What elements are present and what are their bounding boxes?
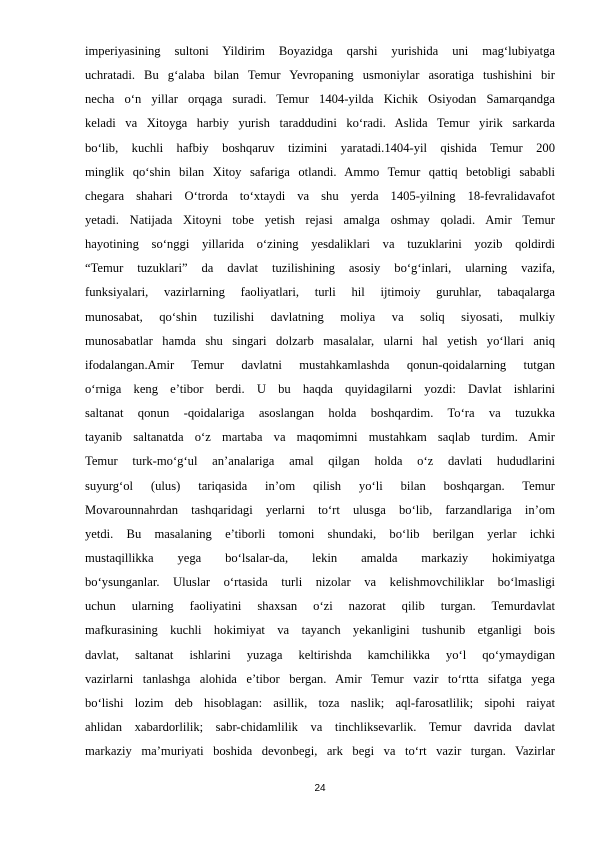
text-line: hayotining soʻnggi yillarida oʻzining yesdaliklari va tuzuklarini yozib qoldirdi [85,237,555,252]
text-line: oʻrniga keng e’tibor berdi. U bu haqda quyidagilarni yozdi: Davlat ishlarini [85,381,555,396]
text-line: davlat, saltanat ishlarini yuzaga keltirishda kamchilikka yoʻl qoʻymaydigan [85,647,555,662]
text-line: imperiyasining sultoni Yildirim Boyazidga qarshi yurishida uni magʻlubiyatga [85,44,555,58]
text-line: boʻlishi lozim deb hisoblagan: asillik, toza naslik; aql-farosatlilik; sipohi raiyat [85,695,555,710]
text-line: Temur turk-moʻgʻul an’analariga amal qilgan holda oʻz davlati hududlarini [85,454,555,469]
text-line: ifodalangan.Amir Temur davlatni mustahkamlashda qonun-qoidalarning tutgan [85,357,555,372]
text-line: suyurgʻol (ulus) tariqasida in’om qilish yoʻli bilan boshqargan. Temur [85,478,555,493]
text-line: uchratadi. Bu gʻalaba bilan Temur Yevropaning usmoniylar asoratiga tushishini bir [85,68,555,83]
text-line: munosabatlar hamda shu singari dolzarb masalalar, ularni hal yetish yoʻllari aniq [85,333,555,348]
page-number: 24 [314,783,326,794]
text-line: ahlidan xabardorlilik; sabr-chidamlilik va tinchliksevarlik. Temur davrida davlat [85,719,555,734]
text-line: munosabat, qoʻshin tuzilishi davlatning moliya va soliq siyosati, mulkiy [85,309,555,324]
text-line: mafkurasining kuchli hokimiyat va tayanch yekanligini tushunib etganligi bois [85,623,555,638]
text-line: “Temur tuzuklari” da davlat tuzilishining asosiy boʻgʻinlari, ularning vazifa, [85,261,555,276]
text-line: funksiyalari, vazirlarning faoliyatlari, turli hil ijtimoiy guruhlar, tabaqalarga [85,285,555,300]
body-text [85,39,555,763]
text-line: yetdi. Bu masalaning e’tiborli tomoni shundaki, boʻlib berilgan yerlar ichki [85,526,555,541]
text-line: mustaqillikka yega boʻlsalar-da, lekin amalda markaziy hokimiyatga [85,550,555,565]
text-line: chegara shahari Oʻtrorda toʻxtaydi va shu yerda 1405-yilning 18-fevralidavafot [85,188,555,203]
text-line: Movarounnahrdan tashqaridagi yerlarni toʻrt ulusga boʻlib, farzandlariga in’om [85,502,555,517]
text-line: markaziy ma’muriyati boshida devonbegi, ark begi va toʻrt vazir turgan. Vazirlar [85,744,555,759]
text-line: keladi va Xitoyga harbiy yurish taraddudini koʻradi. Aslida Temur yirik sarkarda [85,116,555,131]
text-line: saltanat qonun -qoidalariga asoslangan holda boshqardim. Toʻra va tuzukka [85,406,555,421]
text-line: yetadi. Natijada Xitoyni tobe yetish rejasi amalga oshmay qoladi. Amir Temur [85,212,555,227]
text-line: necha oʻn yillar orqaga suradi. Temur 1404-yilda Kichik Osiyodan Samarqandga [85,92,555,107]
text-line: boʻlib, kuchli hafbiy boshqaruv tizimini yaratadi.1404-yil qishida Temur 200 [85,140,555,155]
text-line: minglik qoʻshin bilan Xitoy safariga otlandi. Ammo Temur qattiq betobligi sababli [85,164,555,179]
text-line: tayanib saltanatda oʻz martaba va maqomimni mustahkam saqlab turdim. Amir [85,430,555,445]
text-line: uchun ularning faoliyatini shaxsan oʻzi nazorat qilib turgan. Temurdavlat [85,599,555,614]
text-line: vazirlarni tanlashga alohida e’tibor bergan. Amir Temur vazir toʻrtta sifatga yega [85,671,555,686]
text-line: boʻysunganlar. Uluslar oʻrtasida turli nizolar va kelishmovchiliklar boʻlmasligi [85,575,555,590]
